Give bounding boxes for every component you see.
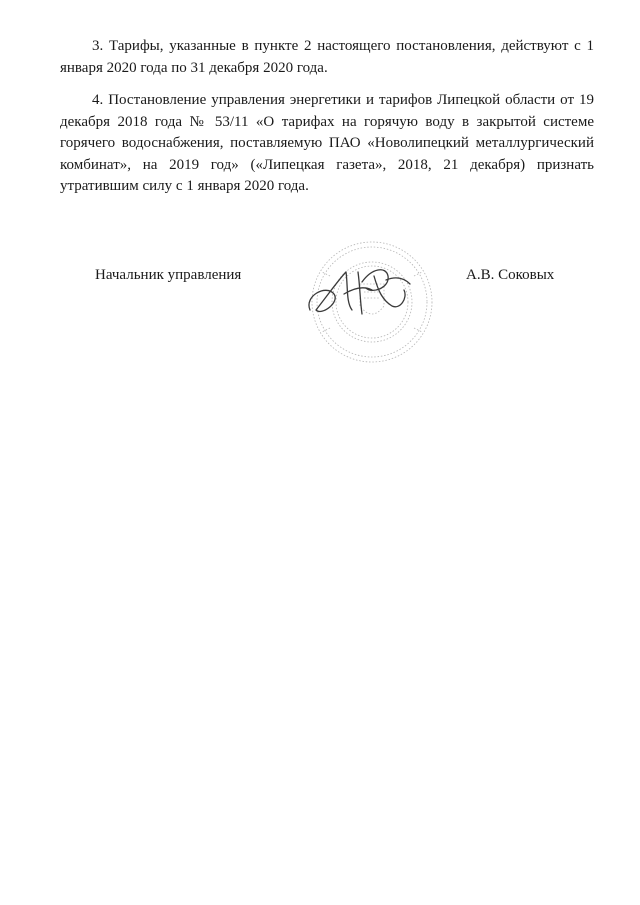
stamp-seal — [312, 242, 432, 362]
signer-position: Начальник управления — [95, 267, 242, 283]
paragraph-4: 4. Постановление управления энергетики и тарифов Липецкой области от 19 декабря 2018 года № 53/11 «О тарифах на горячую воду в закрытой системе горячего водоснабжения, поставляемую ПАО «Новолипецкий металлургический комбинат», на 2019 год» («Липецкая газета», 2018, 21 декабря) признать утратившим силу с 1 января 2020 года. — [60, 92, 594, 194]
paragraph-3: 3. Тарифы, указанные в пункте 2 настоящего постановления, действуют с 1 января 2020 года по 31 декабря 2020 года. — [60, 38, 594, 76]
handwritten-signature-icon — [309, 270, 410, 314]
signature-block — [0, 230, 640, 370]
official-seal-icon — [300, 236, 440, 366]
signer-name: А.В. Соковых — [466, 267, 555, 283]
document-body — [60, 36, 594, 209]
